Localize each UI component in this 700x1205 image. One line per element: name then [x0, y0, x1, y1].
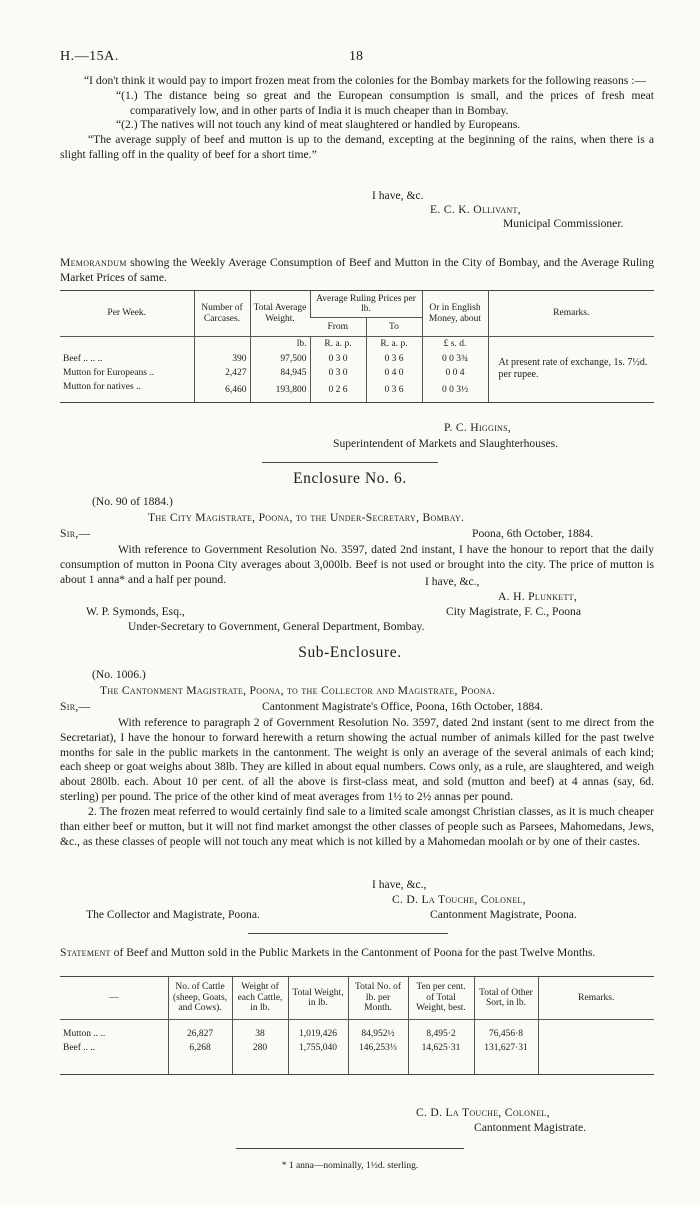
- col-english: Or in English Money, about: [422, 291, 488, 337]
- place-date: Cantonment Magistrate's Office, Poona, 16th October, 1884.: [262, 700, 543, 713]
- col-from: From: [310, 318, 366, 337]
- statement-title: Statement of Beef and Mutton sold in the Public Markets in the Cantonment of Poona for the past Twelve Months.: [60, 946, 596, 959]
- signer-name: C. D. La Touche, Colonel,: [416, 1106, 550, 1119]
- signer-name: E. C. K. Ollivant,: [430, 203, 521, 216]
- letter-paragraph: “I don't think it would pay to import frozen meat from the colonies for the Bombay markets for the following reasons :—: [84, 74, 647, 87]
- divider: [262, 462, 438, 463]
- enclosure-heading: Enclosure No. 6.: [293, 470, 407, 487]
- signer-title: City Magistrate, F. C., Poona: [446, 605, 581, 618]
- closing: I have, &c.,: [425, 575, 480, 588]
- letter-body: With reference to Government Resolution No. 3597, dated 2nd instant, I have the honour to report that the daily consumption of mutton in Poona City averages about 3,000lb. Beef is not used or brought into the city. The price of mutton is about 1 anna* and a half per pound.: [60, 543, 654, 586]
- salutation: Sir,—: [60, 700, 91, 713]
- letter-number: (No. 1006.): [92, 668, 146, 681]
- signer-title: Superintendent of Markets and Slaughterhouses.: [333, 437, 559, 450]
- letter-from-line: The City Magistrate, Poona, to the Under-Secretary, Bombay.: [148, 511, 465, 524]
- addressee: The Collector and Magistrate, Poona.: [86, 908, 260, 921]
- signer-name: P. C. Higgins,: [444, 421, 512, 434]
- col-ten-pct: Ten per cent. of Total Weight, best.: [408, 977, 474, 1020]
- letter-ollivant: [60, 74, 654, 163]
- closing: I have, &c.,: [372, 878, 427, 891]
- col-remarks: Remarks.: [488, 291, 654, 337]
- signer-title: Cantonment Magistrate.: [474, 1121, 587, 1134]
- reason-one: “(1.) The distance being so great and the European consumption is small, and the prices of fresh meat comparatively low, and in other parts of India it is much cheaper than in Bombay.: [116, 88, 654, 117]
- col-total-weight: Total Weight, in lb.: [288, 977, 348, 1020]
- salutation: Sir,—: [60, 527, 91, 540]
- letter-from-line: The Cantonment Magistrate, Poona, to the Collector and Magistrate, Poona.: [100, 684, 496, 697]
- addressee: W. P. Symonds, Esq.,: [86, 605, 185, 618]
- col-to: To: [366, 318, 422, 337]
- col-weight-each: Weight of each Cattle, in lb.: [232, 977, 288, 1020]
- table-row: Mutton .. .. 26,827 38 1,019,426 84,952½ 8,495·2 76,456·8: [60, 1028, 654, 1042]
- col-other-sort: Total of Other Sort, in lb.: [474, 977, 538, 1020]
- statement-table: [60, 976, 654, 1075]
- signer-title: Municipal Commissioner.: [503, 217, 624, 230]
- table-row: Beef .. .. .. 390 97,500 0 3 0 0 3 6 0 0 3¾: [60, 353, 654, 367]
- document-reference: H.—15A.: [60, 49, 119, 64]
- letter-number: (No. 90 of 1884.): [92, 495, 173, 508]
- memo-remark: At present rate of exchange, 1s. 7½d. per rupee.: [488, 337, 654, 402]
- table-row: Mutton for natives .. 6,460 193,800 0 2 6 0 3 6 0 0 3½: [60, 381, 654, 402]
- col-weight: Total Average Weight.: [250, 291, 310, 337]
- col-cattle: No. of Cattle (sheep, Goats, and Cows).: [168, 977, 232, 1020]
- col-per-week: Per Week.: [60, 291, 194, 337]
- col-carcases: Number of Carcases.: [194, 291, 250, 337]
- col-remarks: Remarks.: [538, 977, 654, 1020]
- addressee-title: Under-Secretary to Government, General Department, Bombay.: [128, 620, 425, 633]
- col-blank: —: [60, 977, 168, 1020]
- memorandum-title: Memorandum showing the Weekly Average Consumption of Beef and Mutton in the City of Bombay, and the Average Ruling Market Prices of same.: [60, 256, 654, 284]
- page-header: [60, 48, 652, 66]
- memorandum-table: Per Week. Number of Carcases. Total Average Weight. Average Ruling Prices per lb. Or in English Money, about Remarks. From To lb. R. a. p. R. a. p. £ s. d. At present rate of exchange, 1s. 7½d. per rupee. Beef .. .. .. 390 97,500 0 3 0 0 3 6 0 0 3¾ Mutton for Europeans .. 2,427 84,945 0 3 0 0 4 0 0 0 4 Mutton for natives .. 6,460 193,800 0 2 6 0 3 6 0 0 3½: [60, 290, 654, 403]
- col-prices: Average Ruling Prices per lb.: [310, 291, 422, 318]
- signer-name: A. H. Plunkett,: [498, 590, 578, 603]
- place-date: Poona, 6th October, 1884.: [472, 527, 594, 540]
- footnote: * 1 anna—nominally, 1½d. sterling.: [281, 1161, 419, 1171]
- signer-name: C. D. La Touche, Colonel,: [392, 893, 526, 906]
- table-row: Beef .. .. 6,268 280 1,755,040 146,253⅓ 14,625·31 131,627·31: [60, 1042, 654, 1056]
- page-number: 18: [349, 49, 363, 64]
- signer-title: Cantonment Magistrate, Poona.: [430, 908, 577, 921]
- divider: [248, 933, 448, 934]
- reason-two: “(2.) The natives will not touch any kind of meat slaughtered or handled by Europeans.: [116, 118, 521, 132]
- closing: I have, &c.: [372, 189, 424, 202]
- subenclosure-heading: Sub-Enclosure.: [298, 644, 402, 661]
- footnote-divider: [236, 1148, 464, 1149]
- table-row: Mutton for Europeans .. 2,427 84,945 0 3 0 0 4 0 0 0 4: [60, 367, 654, 381]
- col-per-month: Total No. of lb. per Month.: [348, 977, 408, 1020]
- letter-body: With reference to paragraph 2 of Government Resolution No. 3597, dated 2nd instant (sent to me direct from the Secretariat), I have the honour to forward herewith a return showing the actual number of animals killed for the past twelve months for sale in the public markets in the cantonment. The weight is only an average of the several animals of each kind; each sheep or goat weighs about 38lb. They are killed in about equal numbers. Cows only, as a rule, are slaughtered, and weigh about 280lb. each. About 10 per cent. of all the above is first-class meat, and sold (mutton and beef) at 4 annas (say, 6d. sterling) per pound. The price of the other kind of meat averages from 1½ to 2½ annas per pound. 2. The frozen meat referred to would certainly find sale to a limited scale amongst Christian classes, as it is much cheaper than either beef or mutton, but it will not find market amongst the other classes of people such as Parsees, Mahomedans, Jews, &c., as these classes of people will not touch any meat which is not killed by a Mahomedan moolah or by one of their castes.: [60, 716, 654, 848]
- letter-paragraph: “The average supply of beef and mutton is up to the demand, excepting at the beginning of the rains, when there is a slight falling off in the quality of beef for a short time.”: [60, 133, 654, 162]
